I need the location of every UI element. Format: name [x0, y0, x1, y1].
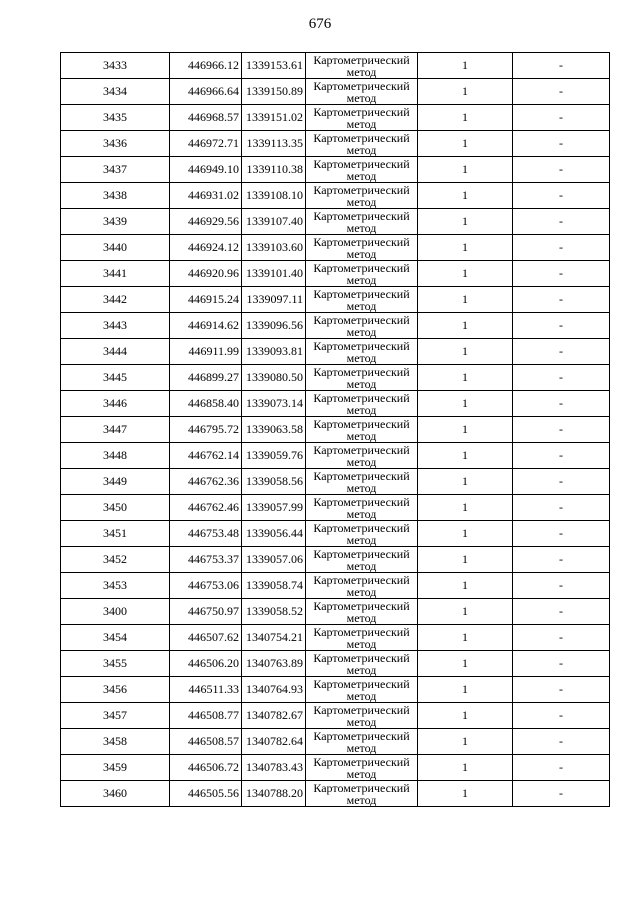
- table-row: [61, 339, 610, 365]
- method-line-1: Картометрический: [313, 546, 410, 561]
- point-id-cell: 3460: [61, 781, 170, 807]
- method-line-2: метод: [346, 688, 377, 703]
- method-line-1: Картометрический: [313, 390, 410, 405]
- method-cell: [306, 417, 418, 443]
- table-row: [61, 53, 610, 79]
- y-coordinate-cell: 1339057.06: [242, 547, 306, 573]
- x-coordinate-cell: 446914.62: [170, 313, 242, 339]
- page-number: 676: [308, 16, 332, 32]
- table-row: [61, 131, 610, 157]
- note-cell: -: [513, 79, 610, 105]
- point-id-cell: 3447: [61, 417, 170, 443]
- y-coordinate-cell: 1339113.35: [242, 131, 306, 157]
- table-row: [61, 105, 610, 131]
- table-row: [61, 729, 610, 755]
- accuracy-cell: 1: [418, 729, 513, 755]
- point-id-cell: 3449: [61, 469, 170, 495]
- x-coordinate-cell: 446762.14: [170, 443, 242, 469]
- method-cell: [306, 651, 418, 677]
- table-row: [61, 235, 610, 261]
- accuracy-cell: 1: [418, 573, 513, 599]
- note-cell: -: [513, 521, 610, 547]
- method-line-2: метод: [346, 480, 377, 495]
- method-line-1: Картометрический: [313, 624, 410, 639]
- y-coordinate-cell: 1339058.74: [242, 573, 306, 599]
- method-cell: [306, 755, 418, 781]
- table-row: [61, 781, 610, 807]
- note-cell: -: [513, 417, 610, 443]
- x-coordinate-cell: 446507.62: [170, 625, 242, 651]
- note-cell: -: [513, 755, 610, 781]
- method-line-1: Картометрический: [313, 468, 410, 483]
- method-line-1: Картометрический: [313, 78, 410, 93]
- method-cell: [306, 391, 418, 417]
- accuracy-cell: 1: [418, 755, 513, 781]
- y-coordinate-cell: 1339096.56: [242, 313, 306, 339]
- method-cell: [306, 781, 418, 807]
- accuracy-cell: 1: [418, 287, 513, 313]
- method-line-1: Картометрический: [313, 286, 410, 301]
- x-coordinate-cell: 446949.10: [170, 157, 242, 183]
- accuracy-cell: 1: [418, 79, 513, 105]
- method-line-2: метод: [346, 402, 377, 417]
- y-coordinate-cell: 1339108.10: [242, 183, 306, 209]
- y-coordinate-cell: 1339093.81: [242, 339, 306, 365]
- method-line-2: метод: [346, 246, 377, 261]
- accuracy-cell: 1: [418, 495, 513, 521]
- accuracy-cell: 1: [418, 781, 513, 807]
- method-line-1: Картометрический: [313, 338, 410, 353]
- table-row: [61, 391, 610, 417]
- note-cell: -: [513, 105, 610, 131]
- table-row: [61, 209, 610, 235]
- table-row: [61, 599, 610, 625]
- table-row: [61, 651, 610, 677]
- method-line-2: метод: [346, 610, 377, 625]
- method-line-1: Картометрический: [313, 676, 410, 691]
- note-cell: -: [513, 313, 610, 339]
- table-row: [61, 469, 610, 495]
- method-cell: [306, 235, 418, 261]
- method-cell: [306, 443, 418, 469]
- x-coordinate-cell: 446795.72: [170, 417, 242, 443]
- method-cell: [306, 313, 418, 339]
- accuracy-cell: 1: [418, 105, 513, 131]
- method-cell: [306, 79, 418, 105]
- method-line-2: метод: [346, 90, 377, 105]
- note-cell: -: [513, 677, 610, 703]
- note-cell: -: [513, 339, 610, 365]
- x-coordinate-cell: 446505.56: [170, 781, 242, 807]
- method-cell: [306, 339, 418, 365]
- method-line-2: метод: [346, 662, 377, 677]
- method-cell: [306, 53, 418, 79]
- accuracy-cell: 1: [418, 547, 513, 573]
- note-cell: -: [513, 365, 610, 391]
- accuracy-cell: 1: [418, 53, 513, 79]
- x-coordinate-cell: 446753.37: [170, 547, 242, 573]
- point-id-cell: 3448: [61, 443, 170, 469]
- point-id-cell: 3442: [61, 287, 170, 313]
- table-row: [61, 183, 610, 209]
- note-cell: -: [513, 391, 610, 417]
- note-cell: -: [513, 599, 610, 625]
- method-line-1: Картометрический: [313, 234, 410, 249]
- x-coordinate-cell: 446931.02: [170, 183, 242, 209]
- x-coordinate-cell: 446899.27: [170, 365, 242, 391]
- note-cell: -: [513, 703, 610, 729]
- point-id-cell: 3445: [61, 365, 170, 391]
- method-cell: [306, 131, 418, 157]
- y-coordinate-cell: 1340783.43: [242, 755, 306, 781]
- x-coordinate-cell: 446968.57: [170, 105, 242, 131]
- note-cell: -: [513, 157, 610, 183]
- accuracy-cell: 1: [418, 521, 513, 547]
- y-coordinate-cell: 1340754.21: [242, 625, 306, 651]
- method-cell: [306, 469, 418, 495]
- method-line-1: Картометрический: [313, 494, 410, 509]
- x-coordinate-cell: 446508.57: [170, 729, 242, 755]
- accuracy-cell: 1: [418, 157, 513, 183]
- point-id-cell: 3450: [61, 495, 170, 521]
- method-cell: [306, 261, 418, 287]
- method-cell: [306, 209, 418, 235]
- table-row: [61, 495, 610, 521]
- y-coordinate-cell: 1339107.40: [242, 209, 306, 235]
- y-coordinate-cell: 1339063.58: [242, 417, 306, 443]
- point-id-cell: 3444: [61, 339, 170, 365]
- accuracy-cell: 1: [418, 313, 513, 339]
- point-id-cell: 3441: [61, 261, 170, 287]
- y-coordinate-cell: 1339103.60: [242, 235, 306, 261]
- method-line-2: метод: [346, 350, 377, 365]
- accuracy-cell: 1: [418, 443, 513, 469]
- method-cell: [306, 677, 418, 703]
- table-row: [61, 625, 610, 651]
- point-id-cell: 3440: [61, 235, 170, 261]
- method-line-2: метод: [346, 636, 377, 651]
- y-coordinate-cell: 1339150.89: [242, 79, 306, 105]
- table-row: [61, 573, 610, 599]
- x-coordinate-cell: 446920.96: [170, 261, 242, 287]
- method-cell: [306, 729, 418, 755]
- note-cell: -: [513, 131, 610, 157]
- method-line-1: Картометрический: [313, 182, 410, 197]
- method-cell: [306, 183, 418, 209]
- point-id-cell: 3434: [61, 79, 170, 105]
- x-coordinate-cell: 446753.06: [170, 573, 242, 599]
- y-coordinate-cell: 1339080.50: [242, 365, 306, 391]
- point-id-cell: 3452: [61, 547, 170, 573]
- note-cell: -: [513, 443, 610, 469]
- note-cell: -: [513, 729, 610, 755]
- method-cell: [306, 105, 418, 131]
- x-coordinate-cell: 446911.99: [170, 339, 242, 365]
- y-coordinate-cell: 1339058.56: [242, 469, 306, 495]
- method-line-1: Картометрический: [313, 572, 410, 587]
- x-coordinate-cell: 446762.36: [170, 469, 242, 495]
- x-coordinate-cell: 446972.71: [170, 131, 242, 157]
- method-line-1: Картометрический: [313, 208, 410, 223]
- point-id-cell: 3446: [61, 391, 170, 417]
- y-coordinate-cell: 1339056.44: [242, 521, 306, 547]
- method-line-2: метод: [346, 428, 377, 443]
- method-line-1: Картометрический: [313, 104, 410, 119]
- method-line-1: Картометрический: [313, 364, 410, 379]
- table-row: [61, 417, 610, 443]
- method-line-1: Картометрический: [313, 520, 410, 535]
- point-id-cell: 3439: [61, 209, 170, 235]
- point-id-cell: 3433: [61, 53, 170, 79]
- x-coordinate-cell: 446762.46: [170, 495, 242, 521]
- method-cell: [306, 521, 418, 547]
- y-coordinate-cell: 1339057.99: [242, 495, 306, 521]
- method-line-2: метод: [346, 64, 377, 79]
- y-coordinate-cell: 1340782.67: [242, 703, 306, 729]
- y-coordinate-cell: 1339059.76: [242, 443, 306, 469]
- accuracy-cell: 1: [418, 235, 513, 261]
- note-cell: -: [513, 183, 610, 209]
- point-id-cell: 3400: [61, 599, 170, 625]
- method-line-2: метод: [346, 142, 377, 157]
- x-coordinate-cell: 446966.64: [170, 79, 242, 105]
- table-row: [61, 313, 610, 339]
- method-line-2: метод: [346, 558, 377, 573]
- y-coordinate-cell: 1340764.93: [242, 677, 306, 703]
- point-id-cell: 3436: [61, 131, 170, 157]
- method-line-2: метод: [346, 324, 377, 339]
- note-cell: -: [513, 651, 610, 677]
- table-row: [61, 365, 610, 391]
- accuracy-cell: 1: [418, 703, 513, 729]
- table-row: [61, 755, 610, 781]
- point-id-cell: 3455: [61, 651, 170, 677]
- note-cell: -: [513, 469, 610, 495]
- table-row: [61, 521, 610, 547]
- table-row: [61, 287, 610, 313]
- x-coordinate-cell: 446508.77: [170, 703, 242, 729]
- accuracy-cell: 1: [418, 469, 513, 495]
- table-body: [61, 53, 610, 807]
- table-row: [61, 677, 610, 703]
- note-cell: -: [513, 625, 610, 651]
- point-id-cell: 3456: [61, 677, 170, 703]
- point-id-cell: 3458: [61, 729, 170, 755]
- y-coordinate-cell: 1339073.14: [242, 391, 306, 417]
- coordinates-table: [60, 52, 610, 807]
- x-coordinate-cell: 446506.72: [170, 755, 242, 781]
- note-cell: -: [513, 495, 610, 521]
- y-coordinate-cell: 1339058.52: [242, 599, 306, 625]
- method-line-2: метод: [346, 220, 377, 235]
- point-id-cell: 3437: [61, 157, 170, 183]
- point-id-cell: 3453: [61, 573, 170, 599]
- accuracy-cell: 1: [418, 599, 513, 625]
- table-row: [61, 157, 610, 183]
- method-cell: [306, 157, 418, 183]
- method-line-2: метод: [346, 116, 377, 131]
- x-coordinate-cell: 446511.33: [170, 677, 242, 703]
- point-id-cell: 3438: [61, 183, 170, 209]
- accuracy-cell: 1: [418, 651, 513, 677]
- table-row: [61, 547, 610, 573]
- method-line-2: метод: [346, 714, 377, 729]
- accuracy-cell: 1: [418, 677, 513, 703]
- method-line-1: Картометрический: [313, 728, 410, 743]
- method-line-2: метод: [346, 376, 377, 391]
- y-coordinate-cell: 1340782.64: [242, 729, 306, 755]
- table-row: [61, 261, 610, 287]
- x-coordinate-cell: 446929.56: [170, 209, 242, 235]
- method-cell: [306, 599, 418, 625]
- method-line-1: Картометрический: [313, 130, 410, 145]
- x-coordinate-cell: 446966.12: [170, 53, 242, 79]
- table-row: [61, 79, 610, 105]
- x-coordinate-cell: 446506.20: [170, 651, 242, 677]
- method-line-2: метод: [346, 584, 377, 599]
- y-coordinate-cell: 1340788.20: [242, 781, 306, 807]
- accuracy-cell: 1: [418, 261, 513, 287]
- accuracy-cell: 1: [418, 339, 513, 365]
- method-line-2: метод: [346, 740, 377, 755]
- accuracy-cell: 1: [418, 625, 513, 651]
- accuracy-cell: 1: [418, 391, 513, 417]
- method-line-2: метод: [346, 506, 377, 521]
- method-line-1: Картометрический: [313, 754, 410, 769]
- method-cell: [306, 495, 418, 521]
- method-line-2: метод: [346, 194, 377, 209]
- method-line-1: Картометрический: [313, 650, 410, 665]
- method-line-2: метод: [346, 272, 377, 287]
- method-cell: [306, 625, 418, 651]
- point-id-cell: 3454: [61, 625, 170, 651]
- y-coordinate-cell: 1340763.89: [242, 651, 306, 677]
- accuracy-cell: 1: [418, 417, 513, 443]
- method-line-1: Картометрический: [313, 780, 410, 795]
- point-id-cell: 3443: [61, 313, 170, 339]
- note-cell: -: [513, 53, 610, 79]
- method-cell: [306, 365, 418, 391]
- x-coordinate-cell: 446915.24: [170, 287, 242, 313]
- table-row: [61, 443, 610, 469]
- note-cell: -: [513, 261, 610, 287]
- point-id-cell: 3457: [61, 703, 170, 729]
- method-line-1: Картометрический: [313, 52, 410, 67]
- method-line-1: Картометрический: [313, 312, 410, 327]
- note-cell: -: [513, 287, 610, 313]
- method-line-2: метод: [346, 766, 377, 781]
- accuracy-cell: 1: [418, 365, 513, 391]
- y-coordinate-cell: 1339110.38: [242, 157, 306, 183]
- method-line-1: Картометрический: [313, 156, 410, 171]
- y-coordinate-cell: 1339101.40: [242, 261, 306, 287]
- method-line-2: метод: [346, 532, 377, 547]
- x-coordinate-cell: 446858.40: [170, 391, 242, 417]
- method-cell: [306, 703, 418, 729]
- y-coordinate-cell: 1339097.11: [242, 287, 306, 313]
- table-row: [61, 703, 610, 729]
- point-id-cell: 3435: [61, 105, 170, 131]
- y-coordinate-cell: 1339151.02: [242, 105, 306, 131]
- note-cell: -: [513, 781, 610, 807]
- method-cell: [306, 573, 418, 599]
- accuracy-cell: 1: [418, 209, 513, 235]
- method-line-2: метод: [346, 168, 377, 183]
- x-coordinate-cell: 446750.97: [170, 599, 242, 625]
- method-line-1: Картометрический: [313, 702, 410, 717]
- method-line-2: метод: [346, 298, 377, 313]
- method-line-1: Картометрический: [313, 442, 410, 457]
- y-coordinate-cell: 1339153.61: [242, 53, 306, 79]
- note-cell: -: [513, 573, 610, 599]
- x-coordinate-cell: 446753.48: [170, 521, 242, 547]
- method-line-2: метод: [346, 792, 377, 807]
- note-cell: -: [513, 235, 610, 261]
- method-line-1: Картометрический: [313, 416, 410, 431]
- x-coordinate-cell: 446924.12: [170, 235, 242, 261]
- point-id-cell: 3451: [61, 521, 170, 547]
- point-id-cell: 3459: [61, 755, 170, 781]
- method-cell: [306, 547, 418, 573]
- note-cell: -: [513, 209, 610, 235]
- method-cell: [306, 287, 418, 313]
- method-line-1: Картометрический: [313, 598, 410, 613]
- accuracy-cell: 1: [418, 183, 513, 209]
- note-cell: -: [513, 547, 610, 573]
- method-line-1: Картометрический: [313, 260, 410, 275]
- method-line-2: метод: [346, 454, 377, 469]
- accuracy-cell: 1: [418, 131, 513, 157]
